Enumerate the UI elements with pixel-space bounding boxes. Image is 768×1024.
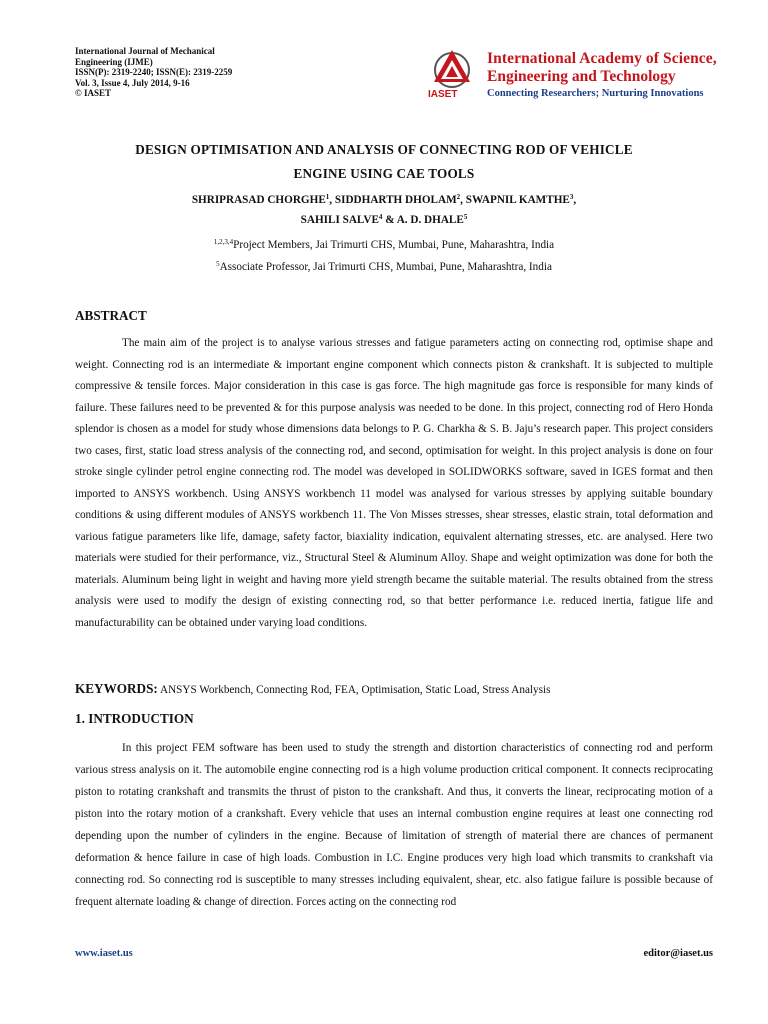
affiliation-text: Associate Professor, Jai Trimurti CHS, Mumbai, Pune, Maharashtra, India bbox=[219, 261, 552, 273]
affiliation-text: Project Members, Jai Trimurti CHS, Mumbai, Pune, Maharashtra, India bbox=[233, 239, 555, 251]
journal-name-line: Engineering (IJME) bbox=[75, 56, 153, 67]
author-name: SWAPNIL KAMTHE bbox=[465, 194, 570, 206]
journal-name-line: International Journal of Mechanical bbox=[75, 46, 215, 56]
iaset-logo bbox=[425, 44, 725, 106]
keywords-label: KEYWORDS: bbox=[75, 681, 158, 696]
introduction-heading: 1. INTRODUCTION bbox=[75, 711, 194, 726]
author-sup: 2 bbox=[456, 193, 461, 201]
affiliation-sup: 5 bbox=[216, 260, 220, 268]
title-line1: DESIGN OPTIMISATION AND ANALYSIS OF CONNECTING ROD OF VEHICLE bbox=[135, 142, 633, 157]
author-name: SHRIPRASAD CHORGHE bbox=[191, 194, 326, 206]
affiliations bbox=[60, 234, 708, 278]
logo-abbreviation: IASET bbox=[428, 89, 458, 100]
journal-issn: ISSN(P): 2319-2240; ISSN(E): 2319-2259 bbox=[75, 67, 233, 77]
journal-copyright: © IASET bbox=[75, 88, 111, 98]
footer-email[interactable]: editor@iaset.us bbox=[643, 948, 713, 959]
title-line2: ENGINE USING CAE TOOLS bbox=[293, 166, 475, 181]
author-sup: 4 bbox=[378, 213, 383, 221]
affiliation-2 bbox=[60, 256, 708, 278]
author-name: A. D. DHALE bbox=[396, 214, 464, 226]
abstract-text: The main aim of the project is to analyse various stresses and fatigue parameters acting on connecting rod, optimise shape and weight. Connecting rod is an intermediate & important engine component which connects piston & crankshaft. It is subjected to multiple compressive & tensile forces. Major consideration in this case is gas force. The high magnitude gas force is responsible for many kinds of failure. These failures need to be prevented & for this purpose analysis was needed to be done. In this project, connecting rod of Hero Honda splendor is chosen as a model for study whose dimensions data belongs to P. G. Charkha & S. B. Jaju’s research paper. This project considers two cases, first, static load stress analysis of the connecting rod, and second, optimisation for weight. In this project analysis is done on four stroke single cylinder petrol engine connecting rod. The model was developed in SOLIDWORKS software, saved in IGES format and then imported to ANSYS workbench. Using ANSYS workbench 11 model was analysed for various stresses by applying suitable boundary conditions & using different modules of ANSYS workbench 11. The Von Misses stresses, shear stresses, elastic strain, total deformation and various fatigue parameters like life, damage, safety factor, biaxiality indication, equivalent alternating stresses, etc. are analysed. Here two materials were studied for their performance, viz., Structural Steel & Aluminum Alloy. Shape and weight optimization was done for both the materials. Aluminum being light in weight and having more yield strength became the suitable material. The results obtained from the stress analysis were used to modify the design of existing connecting rod, so that better performance i.e. reduced inertia, fatigue life and manufacturability can be obtained under varying load conditions. bbox=[75, 337, 713, 629]
author-sup: 5 bbox=[463, 213, 468, 221]
logo-tagline: Connecting Researchers; Nurturing Innovations bbox=[487, 88, 704, 99]
journal-volume: Vol. 3, Issue 4, July 2014, 9-16 bbox=[75, 77, 190, 88]
author-line2: SAHILI SALVE$^4$ & A. D. DHALE$^5$ bbox=[300, 213, 468, 226]
footer-website-link[interactable]: www.iaset.us bbox=[75, 948, 133, 959]
author-name: SIDDHARTH DHOLAM bbox=[334, 194, 457, 206]
author-sup: 1 bbox=[325, 193, 330, 201]
author-list bbox=[60, 190, 708, 230]
affiliation-1 bbox=[60, 234, 708, 256]
logo-name-line1: International Academy of Science, bbox=[487, 50, 717, 67]
abstract-heading: ABSTRACT bbox=[75, 308, 147, 323]
author-line1: SHRIPRASAD CHORGHE$^1$, SIDDHARTH DHOLAM$^2$, SWAPNIL KAMTHE$^3$, bbox=[191, 193, 577, 206]
logo-name-line2: Engineering and Technology bbox=[487, 68, 676, 85]
author-name: SAHILI SALVE bbox=[300, 214, 379, 226]
journal-info bbox=[75, 46, 305, 99]
introduction-text: In this project FEM software has been used to study the strength and distortion characteristics of connecting rod and perform various stress analysis on it. The automobile engine connecting rod is a high volume production critical component. It connects reciprocating piston to rotating crankshaft and transmits the thrust of piston to the crankshaft. And thus, it converts the linear, reciprocating motion of a piston into the rotary motion of a crankshaft. Every vehicle that uses an internal combustion engine requires at least one connecting rod depending upon the number of cylinders in the engine. Because of limitation of strength of material there are chances of permanent deformation & hence failure in case of high loads. Combustion in I.C. Engine produces very high load which transmits to crankshaft via connecting rod. So connecting rod is susceptible to many stresses including equivalent, shear, etc. also fatigue failure is possible because of frequent alternate loading & change of direction. Forces acting on the connecting rod bbox=[75, 742, 713, 908]
author-sup: 3 bbox=[569, 193, 574, 201]
affiliation-sup: 1,2,3,4 bbox=[213, 238, 234, 246]
paper-title bbox=[60, 138, 708, 186]
keywords bbox=[75, 681, 713, 697]
keywords-text: ANSYS Workbench, Connecting Rod, FEA, Optimisation, Static Load, Stress Analysis bbox=[159, 684, 551, 696]
